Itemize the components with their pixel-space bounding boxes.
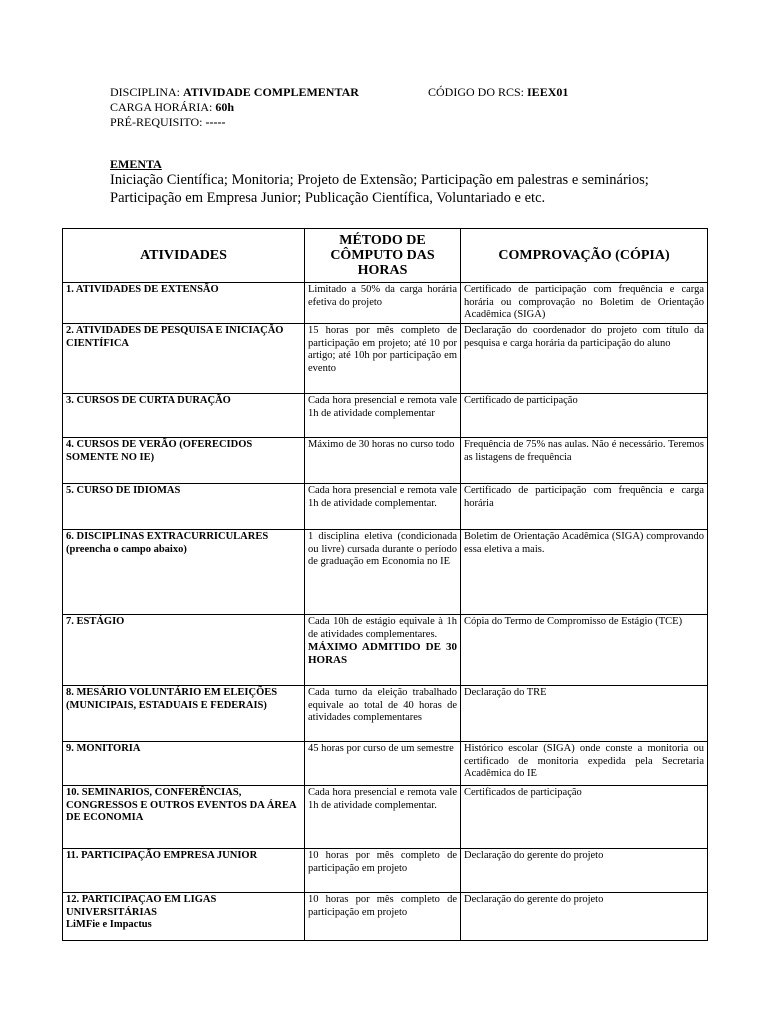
activity-note: LiMFie e Impactus: [66, 919, 152, 930]
proof-cell: [461, 484, 708, 530]
proof-text: Certificado de participação com frequência e carga horária ou comprovação no Boletim de Orientação Acadêmica (SIGA): [464, 284, 704, 320]
method-text: Cada 10h de estágio equivale à 1h de atividades complementares.: [308, 616, 457, 640]
activity-cell: [63, 324, 305, 394]
activity-name: 3. CURSOS DE CURTA DURAÇÃO: [66, 395, 231, 406]
activity-cell: [63, 786, 305, 849]
table-row: [63, 893, 708, 941]
method-text: Cada hora presencial e remota vale 1h de atividade complementar: [308, 395, 457, 419]
activity-name: 7. ESTÁGIO: [66, 616, 125, 627]
activity-cell: [63, 438, 305, 484]
ementa-text: Iniciação Científica; Monitoria; Projeto de Extensão; Participação em palestras e seminários; Participação em Empresa Junior; Publicação Científica, Voluntariado e etc.: [110, 172, 649, 206]
table-header-row: [63, 229, 708, 283]
proof-cell: [461, 530, 708, 615]
method-cell: [305, 394, 461, 438]
activity-name: 9. MONITORIA: [66, 743, 141, 754]
table-row: [63, 484, 708, 530]
proof-text: Certificado de participação: [464, 395, 578, 406]
activity-name: 2. ATIVIDADES DE PESQUISA E INICIAÇÃO CIENTÍFICA: [66, 325, 284, 349]
method-cell: [305, 484, 461, 530]
carga-value: 60h: [215, 100, 235, 114]
proof-text: Declaração do TRE: [464, 687, 547, 698]
activity-name: 4. CURSOS DE VERÃO (OFERECIDOS SOMENTE NO IE): [66, 439, 253, 463]
table-row: [63, 786, 708, 849]
method-text: 1 disciplina eletiva (condicionada ou livre) cursada durante o período de graduação em Economia no IE: [308, 531, 457, 567]
proof-text: Declaração do coordenador do projeto com título da pesquisa e carga horária da participação do aluno: [464, 325, 704, 349]
proof-text: Certificado de participação com frequência e carga horária: [464, 485, 704, 509]
table-row: [63, 686, 708, 742]
activity-name: 1. ATIVIDADES DE EXTENSÃO: [66, 284, 219, 295]
activity-name: 10. SEMINARIOS, CONFERÊNCIAS, CONGRESSOS E OUTROS EVENTOS DA ÁREA DE ECONOMIA: [66, 787, 296, 823]
proof-text: Declaração do gerente do projeto: [464, 894, 604, 905]
method-cell: [305, 324, 461, 394]
proof-text: Boletim de Orientação Acadêmica (SIGA) comprovando essa eletiva a mais.: [464, 531, 704, 555]
method-text: 15 horas por mês completo de participação em projeto; até 10 por artigo; até 10h por participação em evento: [308, 325, 457, 374]
table-row: [63, 849, 708, 893]
activities-table: [62, 228, 708, 941]
proof-text: Cópia do Termo de Compromisso de Estágio (TCE): [464, 616, 683, 627]
method-cell: [305, 849, 461, 893]
proof-cell: [461, 438, 708, 484]
proof-cell: [461, 283, 708, 324]
method-text: 45 horas por curso de um semestre: [308, 743, 454, 754]
ementa-title: EMENTA: [110, 157, 162, 171]
prereq-label: PRÉ-REQUISITO:: [110, 115, 203, 129]
activity-cell: [63, 849, 305, 893]
proof-cell: [461, 615, 708, 686]
method-cell: [305, 686, 461, 742]
method-cell: [305, 893, 461, 941]
proof-cell: [461, 849, 708, 893]
method-cell: [305, 438, 461, 484]
activity-cell: [63, 394, 305, 438]
proof-cell: [461, 686, 708, 742]
activity-cell: [63, 893, 305, 941]
proof-cell: [461, 893, 708, 941]
method-limit: MÁXIMO ADMITIDO DE 30 HORAS: [308, 641, 457, 666]
method-cell: [305, 786, 461, 849]
activity-name: 5. CURSO DE IDIOMAS: [66, 485, 181, 496]
method-cell: [305, 742, 461, 786]
disciplina-value: ATIVIDADE COMPLEMENTAR: [183, 85, 359, 99]
carga-line: [110, 100, 234, 115]
codigo-line: [428, 85, 568, 100]
method-text: Cada turno da eleição trabalhado equivale ao total de 40 horas de atividades complementares: [308, 687, 457, 723]
method-text: Máximo de 30 horas no curso todo: [308, 439, 455, 450]
prereq-line: [110, 115, 225, 130]
method-text: Cada hora presencial e remota vale 1h de atividade complementar.: [308, 485, 457, 509]
table-row: [63, 394, 708, 438]
proof-text: Histórico escolar (SIGA) onde conste a monitoria ou certificado de monitoria expedida pela Secretaria Acadêmica do IE: [464, 743, 704, 779]
activity-cell: [63, 283, 305, 324]
method-cell: [305, 615, 461, 686]
proof-cell: [461, 786, 708, 849]
table-row: [63, 530, 708, 615]
proof-cell: [461, 394, 708, 438]
disciplina-label: DISCIPLINA:: [110, 85, 181, 99]
activity-cell: [63, 484, 305, 530]
activity-note: (preencha o campo abaixo): [66, 543, 187, 555]
method-text: 10 horas por mês completo de participação em projeto: [308, 894, 457, 918]
activity-name: 6. DISCIPLINAS EXTRACURRICULARES: [66, 531, 269, 542]
table-row: [63, 742, 708, 786]
proof-cell: [461, 742, 708, 786]
proof-text: Certificados de participação: [464, 787, 582, 798]
method-text: Cada hora presencial e remota vale 1h de atividade complementar.: [308, 787, 457, 811]
method-text: Limitado a 50% da carga horária efetiva do projeto: [308, 284, 457, 308]
table-row: [63, 324, 708, 394]
proof-text: Declaração do gerente do projeto: [464, 850, 604, 861]
method-cell: [305, 283, 461, 324]
carga-label: CARGA HORÁRIA:: [110, 100, 213, 114]
table-row: [63, 438, 708, 484]
table-row: [63, 615, 708, 686]
proof-text: Frequência de 75% nas aulas. Não é necessário. Teremos as listagens de frequência: [464, 439, 704, 463]
header-atividades: ATIVIDADES: [63, 229, 305, 283]
prereq-value: -----: [205, 115, 226, 129]
proof-cell: [461, 324, 708, 394]
codigo-value: IEEX01: [527, 85, 569, 99]
codigo-label: CÓDIGO DO RCS:: [428, 85, 525, 99]
method-cell: [305, 530, 461, 615]
method-text: 10 horas por mês completo de participação em projeto: [308, 850, 457, 874]
activity-cell: [63, 686, 305, 742]
disciplina-line: [110, 85, 359, 100]
header-metodo: MÉTODO DE CÔMPUTO DAS HORAS: [305, 229, 461, 283]
activity-cell: [63, 530, 305, 615]
activity-name: 12. PARTICIPAÇAO EM LIGAS UNIVERSITÁRIAS: [66, 894, 217, 918]
activity-cell: [63, 615, 305, 686]
table-row: [63, 283, 708, 324]
activity-cell: [63, 742, 305, 786]
activity-name: 8. MESÁRIO VOLUNTÁRIO EM ELEIÇÕES (MUNICIPAIS, ESTADUAIS E FEDERAIS): [66, 687, 278, 711]
activity-name: 11. PARTICIPAÇÃO EMPRESA JUNIOR: [66, 850, 258, 861]
header-comprovacao: COMPROVAÇÃO (CÓPIA): [461, 229, 708, 283]
